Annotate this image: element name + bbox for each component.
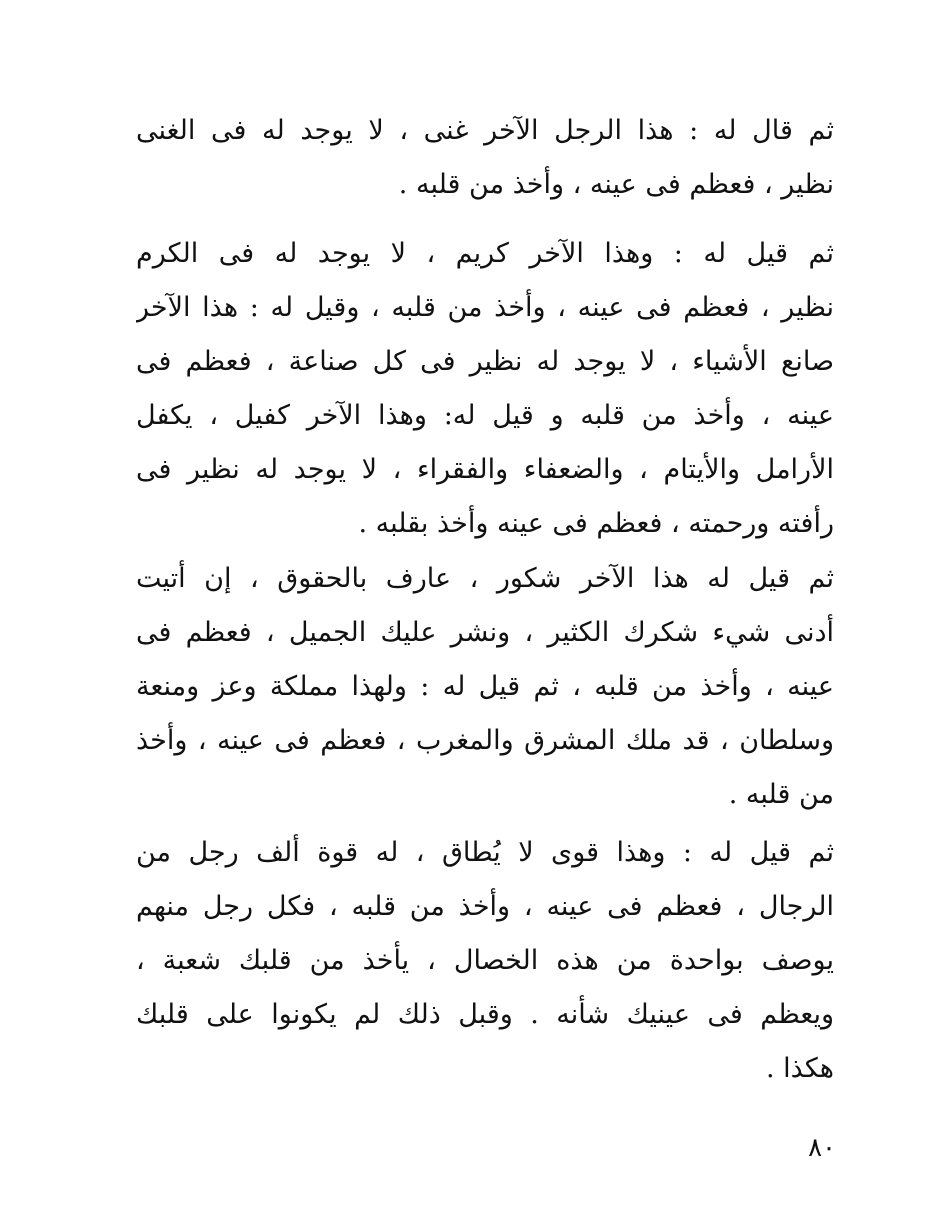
paragraph-line: نظير ، فعظم فى عينه ، وأخذ من قلبه . (398, 169, 834, 200)
page-number: ٨٠ (808, 1133, 836, 1163)
paragraph-line: الرجال ، فعظم فى عينه ، وأخذ من قلبه ، فكل رجل منهم (136, 891, 834, 922)
paragraph-1 (136, 104, 834, 212)
paragraph-line: أدنى شيء شكرك الكثير ، ونشر عليك الجميل ، فعظم فى (136, 617, 834, 648)
paragraph-line: وسلطان ، قد ملك المشرق والمغرب ، فعظم فى عينه ، وأخذ (136, 725, 834, 756)
paragraph-line: ثم قيل له : وهذا الآخر كريم ، لا يوجد له فى الكرم (136, 238, 834, 269)
paragraph-line: ثم قيل له : وهذا قوى لا يُطاق ، له قوة ألف رجل من (136, 837, 834, 868)
paragraph-line: ويعظم فى عينيك شأنه . وقبل ذلك لم يكونوا على قلبك (136, 999, 834, 1030)
paragraph-line: ثم قال له : هذا الرجل الآخر غنى ، لا يوجد له فى الغنى (136, 115, 834, 146)
paragraph-4 (136, 826, 834, 1096)
paragraph-line: صانع الأشياء ، لا يوجد له نظير فى كل صناعة ، فعظم فى (136, 346, 834, 377)
paragraph-line: نظير ، فعظم فى عينه ، وأخذ من قلبه ، وقيل له : هذا الآخر (136, 292, 834, 323)
paragraph-line: عينه ، وأخذ من قلبه ، ثم قيل له : ولهذا مملكة وعز ومنعة (136, 671, 834, 702)
paragraph-3 (136, 552, 834, 822)
paragraph-line: عينه ، وأخذ من قلبه و قيل له: وهذا الآخر كفيل ، يكفل (136, 400, 834, 431)
paragraph-line: هكذا . (766, 1053, 834, 1084)
paragraph-line: ثم قيل له هذا الآخر شكور ، عارف بالحقوق ، إن أتيت (136, 563, 834, 594)
paragraph-line: يوصف بواحدة من هذه الخصال ، يأخذ من قلبك شعبة ، (136, 945, 834, 976)
paragraph-line: من قلبه . (728, 779, 834, 810)
paragraph-line: الأرامل والأيتام ، والضعفاء والفقراء ، لا يوجد له نظير فى (136, 454, 834, 485)
paragraph-line: رأفته ورحمته ، فعظم فى عينه وأخذ بقلبه . (358, 508, 834, 539)
paragraph-2 (136, 227, 834, 551)
